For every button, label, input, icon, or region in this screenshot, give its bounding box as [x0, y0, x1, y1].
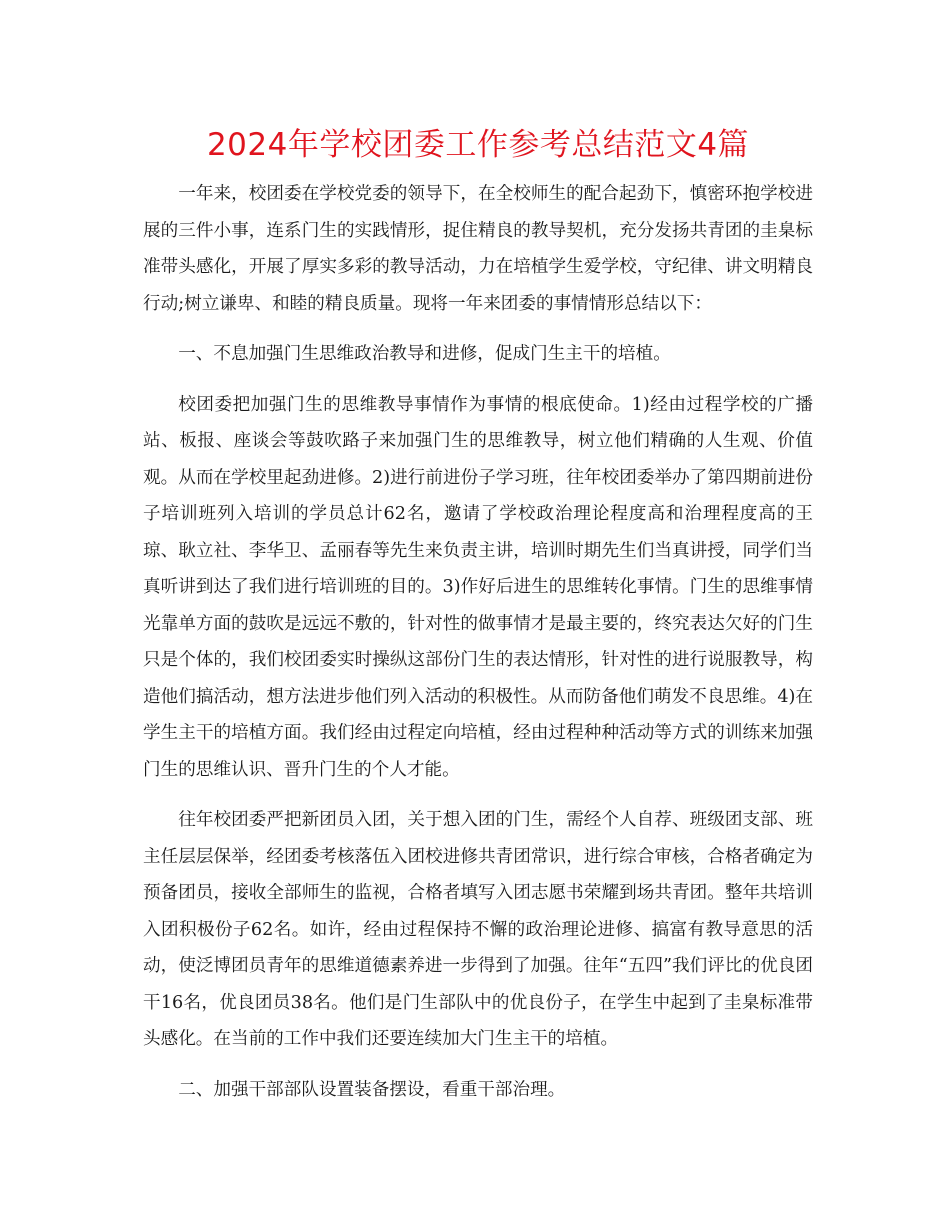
paragraph-new-members: 往年校团委严把新团员入团，关于想入团的门生，需经个人自荐、班级团支部、班主任层层保举，经团委考核落伍入团校进修共青团常识，进行综合审核，合格者确定为预备团员，接收全部师生的监视，合格者填写入团志愿书荣耀到场共青团。整年共培训入团积极份子62名。如许，经由过程保持不懈的政治理论进修、搞富有教导意思的活动，使泛博团员青年的思维道德素养进一步得到了加强。往年“五四”我们评比的优良团干16名，优良团员38名。他们是门生部队中的优良份子，在学生中起到了圭臬标准带头感化。在当前的工作中我们还要连续加大门生主干的培植。 — [143, 810, 813, 1049]
paragraph-intro: 一年来，校团委在学校党委的领导下，在全校师生的配合起劲下，慎密环抱学校进展的三件小事，连系门生的实践情形，捉住精良的教导契机，充分发扬共青团的圭臬标准带头感化，开展了厚实多彩的教导活动，力在培植学生爱学校，守纪律、讲文明精良行动;树立谦卑、和睦的精良质量。现将一年来团委的事情情形总结以下： — [143, 184, 813, 314]
document-title: 2024年学校团委工作参考总结范文4篇 — [206, 127, 750, 163]
paragraph-section-1-heading: 一、不息加强门生思维政治教导和进修，促成门生主干的培植。 — [178, 344, 671, 364]
paragraph-ideological-education: 校团委把加强门生的思维教导事情作为事情的根底使命。1)经由过程学校的广播站、板报、座谈会等鼓吹路子来加强门生的思维教导，树立他们精确的人生观、价值观。从而在学校里起劲进修。2)进行前进份子学习班，往年校团委举办了第四期前进份子培训班列入培训的学员总计62名，邀请了学校政治理论程度高和治理程度高的王琼、耿立社、李华卫、孟丽春等先生来负责主讲，培训时期先生们当真讲授，同学们当真听讲到达了我们进行培训班的目的。3)作好后进生的思维转化事情。门生的思维事情光靠单方面的鼓吹是远远不敷的，针对性的做事情才是最主要的，终究表达欠好的门生只是个体的，我们校团委实时操纵这部份门生的表达情形，针对性的进行说服教导，构造他们搞活动，想方法进步他们列入活动的积极性。从而防备他们萌发不良思维。4)在学生主干的培植方面。我们经由过程定向培植，经由过程种种活动等方式的训练来加强门生的思维认识、晋升门生的个人才能。 — [143, 394, 813, 780]
paragraph-section-2-heading: 二、加强干部部队设置装备摆设，看重干部治理。 — [178, 1079, 566, 1100]
